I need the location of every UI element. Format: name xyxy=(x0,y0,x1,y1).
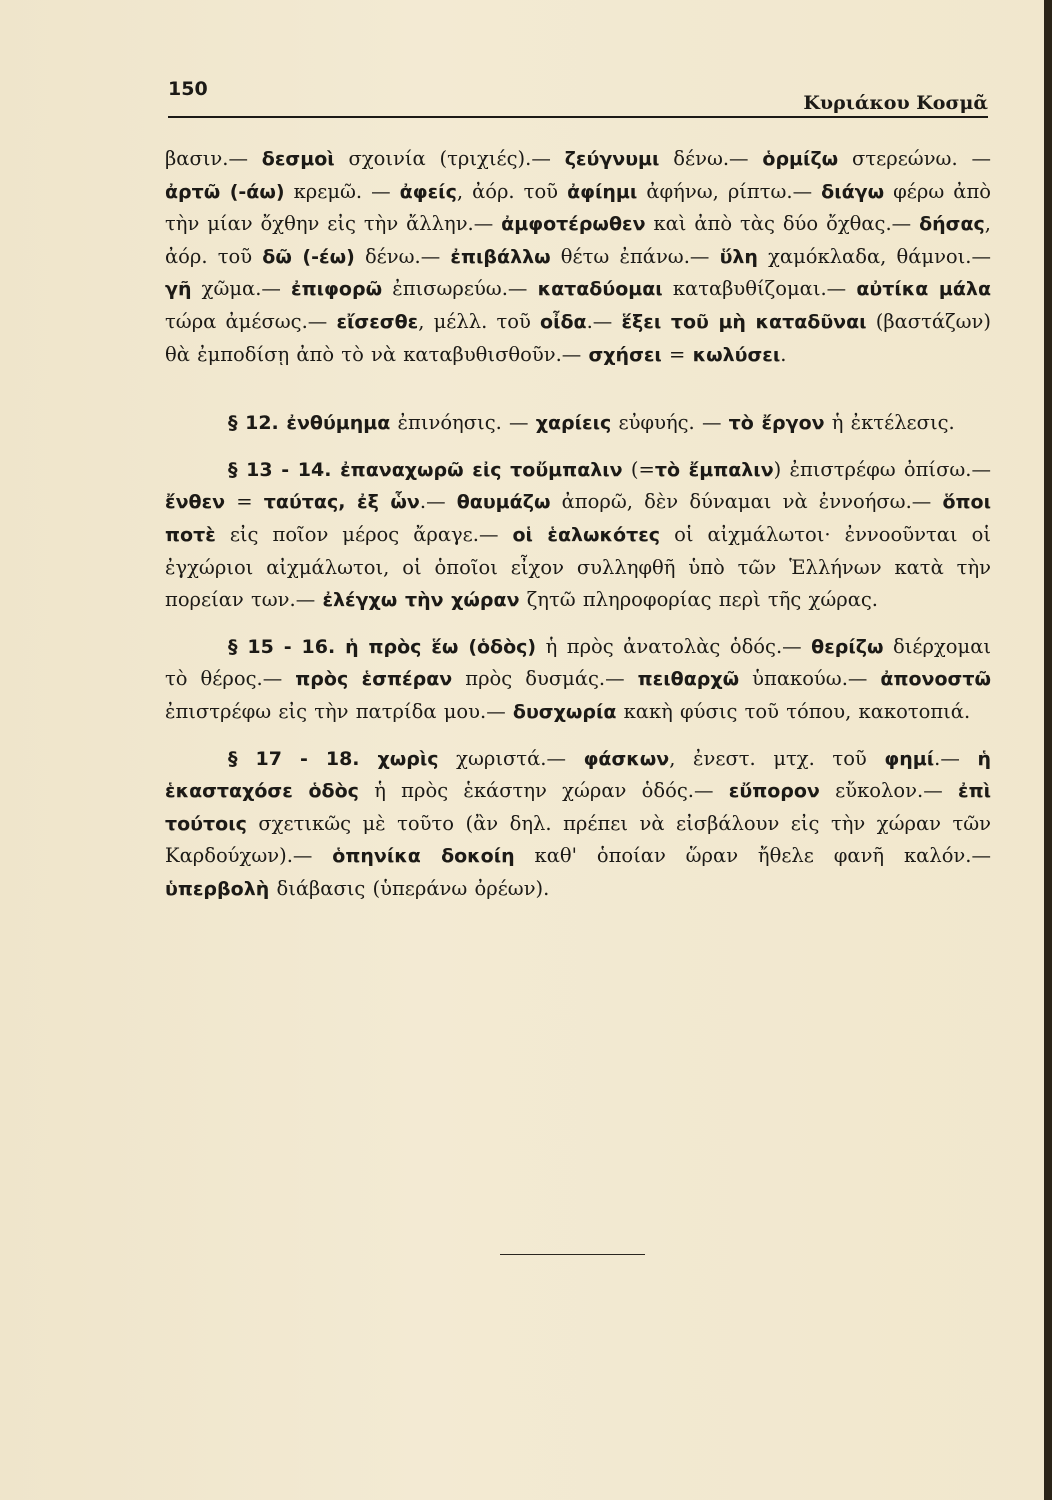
headword: τὸ ἔργον xyxy=(728,412,825,435)
page-edge-shadow xyxy=(1044,0,1052,1500)
commentary-body xyxy=(165,143,991,905)
gloss-text: ) ἐπιστρέφω ὀπίσω.— xyxy=(773,457,991,481)
gloss-text: σχοινία (τριχιές).— xyxy=(334,147,565,170)
paragraph-section-13-14 xyxy=(165,454,991,617)
headword: εὔπορον xyxy=(728,780,820,803)
paragraph-section-12 xyxy=(165,407,991,440)
headword: φημί xyxy=(884,747,935,770)
gloss-text: εὐφυής. — xyxy=(611,411,729,435)
gloss-text: ἡ ἐκτέλεσις. xyxy=(824,411,955,435)
gloss-text: φέρω ἀπὸ τὴν μίαν ὄχθην εἰς τὴν ἄλλην.— xyxy=(165,179,992,236)
gloss-text: τώρα ἀμέσως.— xyxy=(165,309,337,333)
gloss-text: βασιν.— xyxy=(165,147,262,170)
gloss-text: καὶ ἀπὸ τὰς δύο ὄχθας.— xyxy=(645,212,920,236)
headword: ἕξει τοῦ μὴ καταδῦναι xyxy=(621,310,867,333)
headword: οἶδα xyxy=(540,310,587,333)
gloss-text: ὑπακούω.— xyxy=(739,667,881,691)
page-number: 150 xyxy=(168,78,208,100)
gloss-text: δένω.— xyxy=(659,147,763,170)
gloss-text: ἐπιστρέφω εἰς τὴν πατρίδα μου.— xyxy=(165,699,513,723)
gloss-text: .— xyxy=(586,309,622,333)
headword: ἐπὶ τούτοις xyxy=(165,780,992,835)
end-rule xyxy=(500,1254,645,1255)
headword: ἔνθεν xyxy=(165,491,226,514)
headword: ἐλέγχω τὴν χώραν xyxy=(322,589,520,612)
headword: § 15 - 16. xyxy=(228,635,346,658)
gloss-text: (= xyxy=(622,457,655,481)
headword: κωλύσει xyxy=(692,343,781,366)
gloss-text: ἀπορῶ, δὲν δύναμαι νὰ ἐννοήσω.— xyxy=(550,490,943,514)
headword: ὁρμίζω xyxy=(762,148,839,170)
headword: δεσμοὶ xyxy=(261,148,335,170)
headword: ἀρτῶ (-άω) xyxy=(165,180,285,203)
gloss-text: .— xyxy=(419,490,457,514)
headword: ἐνθύμημα xyxy=(286,412,391,435)
headword: αὐτίκα μάλα xyxy=(856,278,991,301)
headword: § 12. xyxy=(228,412,287,435)
gloss-text: θέτω ἐπάνω.— xyxy=(550,244,720,268)
headword: εἴσεσθε xyxy=(336,310,419,333)
gloss-text: εἰς ποῖον μέρος ἄραγε.— xyxy=(215,522,513,546)
gloss-text: , ἀόρ. τοῦ xyxy=(165,212,991,268)
gloss-text: ζητῶ πληροφορίας περὶ τῆς χώρας. xyxy=(519,588,878,612)
headword: ταύτας, ἐξ ὧν xyxy=(263,491,420,514)
gloss-text: στερεώνω. — xyxy=(838,147,991,170)
gloss-text: , ἀόρ. τοῦ xyxy=(456,179,568,203)
gloss-text: καταβυθίζομαι.— xyxy=(662,277,857,301)
gloss-text: , μέλλ. τοῦ xyxy=(418,309,541,333)
headword: ἀφείς xyxy=(399,180,457,203)
gloss-text: δένω.— xyxy=(354,244,451,268)
gloss-text: διέρχομαι τὸ θέρος.— xyxy=(165,634,992,691)
headword: πειθαρχῶ xyxy=(637,668,740,691)
gloss-text: = xyxy=(661,342,693,366)
gloss-text: πρὸς δυσμάς.— xyxy=(452,667,638,691)
gloss-text: ἐπινόησις. — xyxy=(390,411,536,435)
gloss-text: ἀφήνω, ρίπτω.— xyxy=(637,179,822,203)
headword: ἡ πρὸς ἕω (ὁδὸς) xyxy=(345,635,537,658)
gloss-text: κακὴ φύσις τοῦ τόπου, κακοτοπιά. xyxy=(616,699,971,723)
gloss-text: ἡ πρὸς ἀνατολὰς ὁδός.— xyxy=(536,634,812,658)
gloss-text: εὔκολον.— xyxy=(819,779,958,803)
gloss-text: χωριστά.— xyxy=(438,746,584,770)
headword: χαρίεις xyxy=(535,412,612,435)
headword: ὑπερβολὴ xyxy=(165,877,270,900)
headword: ὕλη xyxy=(719,245,758,268)
headword: θαυμάζω xyxy=(456,491,551,514)
headword: δυσχωρία xyxy=(512,700,617,723)
headword: δήσας xyxy=(919,213,985,236)
headword: ἐπιβάλλω xyxy=(450,245,551,268)
headword: φάσκων xyxy=(583,747,670,770)
headword: ζεύγνυμι xyxy=(564,148,660,170)
headword: τὸ ἔμπαλιν xyxy=(654,458,774,481)
headword: χωρὶς xyxy=(377,747,439,770)
paragraph-continuation xyxy=(165,143,991,371)
paragraph-section-15-16 xyxy=(165,631,991,729)
gloss-text: .— xyxy=(934,746,978,770)
gloss-text: ἐπισωρεύω.— xyxy=(382,277,538,301)
gloss-text: διάβασις (ὑπεράνω ὀρέων). xyxy=(269,876,550,900)
headword: § 17 - 18. xyxy=(228,747,378,770)
gloss-text: χαμόκλαδα, θάμνοι.— xyxy=(757,244,992,268)
headword: γῆ xyxy=(165,278,192,301)
running-head: Κυριάκου Κοσμᾶ xyxy=(803,92,988,114)
headword: ὁπηνίκα δοκοίη xyxy=(332,845,515,868)
gloss-text: σχετικῶς μὲ τοῦτο (ἂν δηλ. πρέπει νὰ εἰσβάλουν εἰς τὴν χώραν τῶν Καρδούχων).— xyxy=(165,811,991,868)
gloss-text: χῶμα.— xyxy=(191,277,292,301)
paragraph-section-17-18 xyxy=(165,743,991,906)
headword: δῶ (-έω) xyxy=(262,245,355,268)
gloss-text: . xyxy=(780,342,787,366)
gloss-text: κρεμῶ. — xyxy=(284,179,400,203)
page-header xyxy=(168,78,988,118)
headword: θερίζω xyxy=(811,635,884,658)
gloss-text: (βαστάζων) θὰ ἐμποδίσῃ ἀπὸ τὸ νὰ καταβυθισθοῦν.— xyxy=(165,309,991,366)
headword: ἀφίημι xyxy=(567,180,638,203)
headword: ἐπαναχωρῶ εἰς τοὔμπαλιν xyxy=(340,458,623,481)
gloss-text: καθ' ὁποίαν ὥραν ἤθελε φανῆ καλόν.— xyxy=(514,844,991,868)
headword: ἐπιφορῶ xyxy=(291,278,383,301)
headword: ὅποι ποτὲ xyxy=(165,491,991,546)
headword: οἱ ἑαλωκότες xyxy=(512,523,661,546)
headword: διάγω xyxy=(821,180,885,203)
headword: ἀμφοτέρωθεν xyxy=(501,213,646,236)
headword: καταδύομαι xyxy=(537,278,663,301)
headword: σχήσει xyxy=(588,343,662,366)
gloss-text: οἱ αἰχμάλωτοι· ἐννοοῦνται οἱ ἐγχώριοι αἰχμάλωτοι, οἱ ὁποῖοι εἶχον συλληφθῆ ὑπὸ τῶν Ἑλλήνων κατὰ τὴν πορείαν των.— xyxy=(165,522,991,612)
header-rule xyxy=(168,116,988,118)
headword: § 13 - 14. xyxy=(228,458,341,481)
gloss-text: = xyxy=(225,490,264,514)
headword: πρὸς ἑσπέραν xyxy=(295,668,453,691)
headword: ἡ ἑκασταχόσε ὁδὸς xyxy=(165,747,991,803)
headword: ἀπονοστῶ xyxy=(880,668,991,691)
gloss-text: ἡ πρὸς ἑκάστην χώραν ὁδός.— xyxy=(358,779,729,803)
gloss-text: , ἐνεστ. μτχ. τοῦ xyxy=(669,746,885,770)
